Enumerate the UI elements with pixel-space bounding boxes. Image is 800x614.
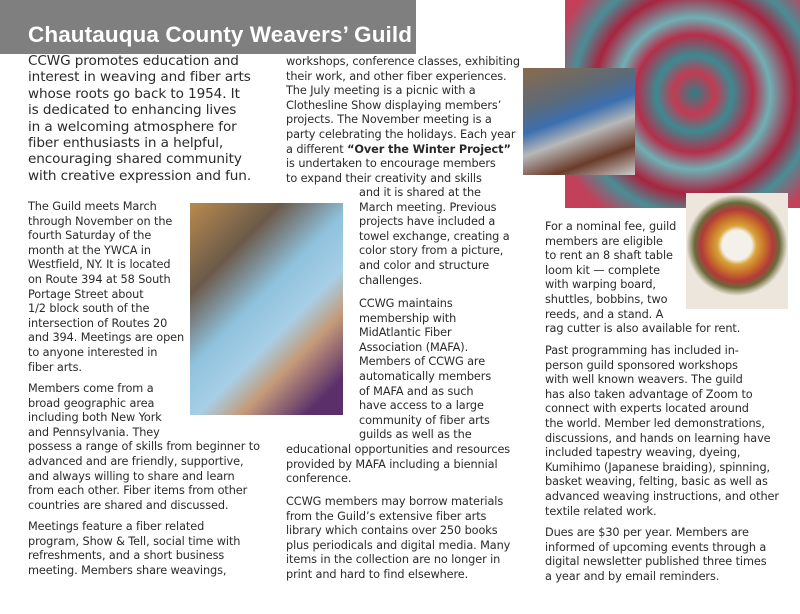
text-line: The Guild meets March bbox=[28, 200, 157, 213]
text-line: to rent an 8 shaft table bbox=[545, 249, 673, 263]
text-line: the world. Member led demonstrations, bbox=[545, 416, 765, 430]
title-banner bbox=[0, 0, 416, 54]
text-line: membership with bbox=[359, 311, 457, 325]
text-line: and color and structure bbox=[359, 258, 490, 272]
text-line: with well known weavers. The guild bbox=[545, 373, 743, 387]
text-line: community of fiber arts bbox=[359, 413, 490, 427]
page-title: Chautauqua County Weavers’ Guild bbox=[28, 22, 413, 47]
text-line: is dedicated to enhancing lives bbox=[28, 102, 237, 119]
text-line: automatically members bbox=[359, 369, 492, 383]
members-paragraph bbox=[28, 382, 260, 513]
text-line: connect with experts located around bbox=[545, 402, 749, 416]
text-line: of MAFA and as such bbox=[359, 384, 474, 398]
winter-project-prefix: a different bbox=[286, 142, 348, 156]
text-line: provided by MAFA including a biennial bbox=[286, 457, 498, 471]
text-line: meeting. Members share weavings, bbox=[28, 563, 227, 577]
text-line: Dues are $30 per year. Members are bbox=[545, 526, 749, 539]
text-line: Portage Street about bbox=[28, 287, 144, 301]
text-line: party celebrating the holidays. Each year bbox=[286, 127, 516, 141]
programming-paragraph bbox=[545, 344, 779, 519]
text-line: possess a range of skills from beginner to bbox=[28, 440, 260, 454]
intro-paragraph bbox=[28, 53, 251, 184]
winter-project-name: “Over the Winter Project” bbox=[347, 142, 511, 156]
text-line: March meeting. Previous bbox=[359, 200, 497, 214]
text-line: through November on the bbox=[28, 214, 173, 228]
text-line: intersection of Routes 20 bbox=[28, 316, 168, 330]
activities-lines-2 bbox=[286, 157, 520, 186]
text-line: reeds, and a stand. A bbox=[545, 307, 664, 321]
text-line: advanced and are friendly, supportive, bbox=[28, 454, 244, 468]
text-line: fourth Saturday of the bbox=[28, 229, 152, 243]
text-line: Clothesline Show displaying members’ bbox=[286, 98, 502, 112]
text-line: plus periodicals and digital media. Many bbox=[286, 538, 511, 552]
activities-paragraph-cont bbox=[359, 186, 510, 288]
text-line: educational opportunities and resources bbox=[286, 443, 511, 456]
text-line: CCWG maintains bbox=[359, 297, 453, 310]
meetings-location-paragraph bbox=[28, 200, 184, 375]
text-line: and always willing to share and learn bbox=[28, 469, 235, 483]
text-line: informed of upcoming events through a bbox=[545, 540, 767, 554]
text-line: Kumihimo (Japanese braiding), spinning, bbox=[545, 460, 771, 474]
text-line: projects. The November meeting is a bbox=[286, 113, 492, 127]
text-line: from the Guild’s extensive fiber arts bbox=[286, 509, 487, 523]
text-line: encouraging shared community bbox=[28, 151, 242, 168]
text-line: projects have included a bbox=[359, 215, 496, 229]
text-line: with creative expression and fun. bbox=[28, 167, 252, 184]
text-line: and Pennsylvania. They bbox=[28, 425, 160, 439]
text-line: person guild sponsored workshops bbox=[545, 358, 738, 372]
text-line: refreshments, and a short business bbox=[28, 549, 225, 563]
text-line: Westfield, NY. It is located bbox=[28, 258, 171, 272]
text-line: countries are shared and discussed. bbox=[28, 498, 229, 512]
text-line: CCWG members may borrow materials bbox=[286, 495, 504, 508]
text-line: Association (MAFA). bbox=[359, 340, 469, 354]
text-line: included tapestry weaving, dyeing, bbox=[545, 446, 741, 460]
mafa-paragraph-cont bbox=[286, 443, 510, 487]
activities-paragraph bbox=[286, 55, 520, 186]
text-line: advanced weaving instructions, and other bbox=[545, 489, 779, 503]
text-line: The July meeting is a picnic with a bbox=[286, 84, 476, 98]
text-line: library which contains over 250 books bbox=[286, 524, 498, 538]
activities-lines bbox=[286, 55, 520, 143]
text-line: fiber arts. bbox=[28, 360, 82, 374]
text-line: conference. bbox=[286, 472, 352, 486]
loom-rental-paragraph bbox=[545, 220, 740, 337]
text-line: CCWG promotes education and bbox=[28, 53, 239, 69]
dyeing-photo bbox=[523, 68, 635, 175]
text-line: items in the collection are no longer in bbox=[286, 553, 501, 567]
text-line: color story from a picture, bbox=[359, 244, 504, 258]
text-line: shuttles, bobbins, two bbox=[545, 292, 668, 306]
text-line: challenges. bbox=[359, 273, 423, 287]
text-line: is undertaken to encourage members bbox=[286, 157, 496, 171]
text-line: rag cutter is also available for rent. bbox=[545, 322, 741, 336]
text-line: from each other. Fiber items from other bbox=[28, 484, 248, 498]
text-line: whose roots go back to 1954. It bbox=[28, 85, 240, 102]
text-line: fiber enthusiasts in a helpful, bbox=[28, 135, 224, 152]
text-line: in a welcoming atmosphere for bbox=[28, 118, 237, 135]
text-line: on Route 394 at 58 South bbox=[28, 272, 171, 286]
text-line: towel exchange, creating a bbox=[359, 229, 510, 243]
text-line: digital newsletter published three times bbox=[545, 555, 767, 569]
text-line: month at the YWCA in bbox=[28, 243, 151, 257]
text-line: to expand their creativity and skills bbox=[286, 171, 482, 185]
text-line: Past programming has included in- bbox=[545, 344, 739, 357]
text-line: workshops, conference classes, exhibiting bbox=[286, 55, 520, 68]
text-line: have access to a large bbox=[359, 399, 484, 413]
text-line: a year and by email reminders. bbox=[545, 569, 720, 583]
text-line: basket weaving, felting, basic as well as bbox=[545, 475, 768, 489]
text-line: textile related work. bbox=[545, 504, 657, 518]
text-line: including both New York bbox=[28, 411, 162, 425]
text-line: 1/2 block south of the bbox=[28, 302, 150, 316]
text-line: Members come from a bbox=[28, 382, 154, 395]
dues-paragraph bbox=[545, 526, 767, 584]
winter-project-line bbox=[286, 143, 520, 158]
text-line: with warping board, bbox=[545, 278, 656, 292]
library-paragraph bbox=[286, 495, 510, 583]
text-line: members are eligible bbox=[545, 234, 663, 248]
text-line: Meetings feature a fiber related bbox=[28, 520, 205, 533]
text-line: and 394. Meetings are open bbox=[28, 331, 185, 345]
text-line: loom kit — complete bbox=[545, 263, 661, 277]
text-line: discussions, and hands on learning have bbox=[545, 431, 771, 445]
text-line: MidAtlantic Fiber bbox=[359, 326, 452, 340]
text-line: Members of CCWG are bbox=[359, 355, 486, 369]
text-line: print and hard to find elsewhere. bbox=[286, 567, 469, 581]
text-line: to anyone interested in bbox=[28, 345, 158, 359]
meetings-feature-paragraph bbox=[28, 520, 240, 578]
text-line: program, Show & Tell, social time with bbox=[28, 534, 241, 548]
text-line: has also taken advantage of Zoom to bbox=[545, 387, 753, 401]
text-line: For a nominal fee, guild bbox=[545, 220, 677, 233]
text-line: guilds as well as the bbox=[359, 428, 472, 442]
text-line: and it is shared at the bbox=[359, 186, 481, 199]
text-line: broad geographic area bbox=[28, 396, 155, 410]
mafa-paragraph bbox=[359, 297, 491, 443]
text-line: their work, and other fiber experiences. bbox=[286, 69, 507, 83]
text-line: interest in weaving and fiber arts bbox=[28, 69, 251, 86]
